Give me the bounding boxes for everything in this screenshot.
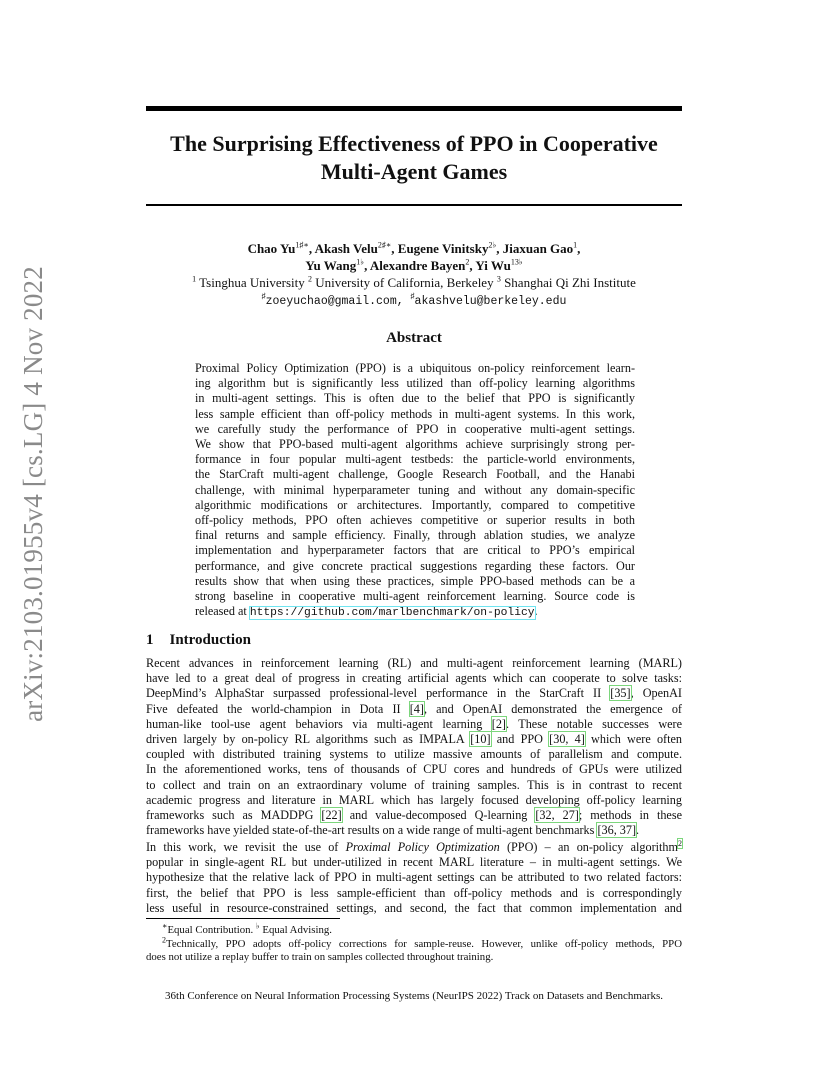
body-line: In this work, we revisit the use of Proximal Policy Optimization (PPO) – an on-policy algorithm$^2$: [146, 838, 683, 854]
abstract-line: the StarCraft multi-agent challenge, Google Research Football, and the Hanabi: [195, 467, 635, 482]
abstract-line: performance, and give concrete practical suggestions regarding these factors. Our: [195, 558, 635, 573]
author-marker: 2: [465, 257, 470, 267]
body-line: to collect and train on an extraordinary volume of training samples. This is in contrast to recent: [146, 777, 682, 792]
abstract-line: algorithmic modifications or architectures. Importantly, compared to competitive: [195, 497, 635, 512]
footnote-2: $^2$Technically, PPO adopts off-policy corrections for sample-reuse. However, unlike off-policy methods, PPO: [162, 934, 682, 950]
intro-paragraph-2: [146, 840, 682, 916]
body-line: have led to a great deal of progress in creating artificial agents which can cooperate to solve tasks:: [146, 671, 682, 686]
author-email[interactable]: zoeyuchao@gmail.com: [265, 295, 397, 308]
author-marker: 1♭: [356, 257, 365, 267]
abstract-line: we carefully study the performance of PPO in cooperative multi-agent settings.: [195, 421, 635, 436]
body-line: Recent advances in reinforcement learning (RL) and multi-agent reinforcement learning (MARL): [146, 656, 682, 670]
author-marker: 1: [573, 240, 578, 250]
author-name: Akash Velu: [314, 241, 378, 256]
abstract-line: released at https://github.com/marlbenchmark/on-policy.: [195, 604, 538, 620]
body-line: driven largely by on-policy RL algorithms such as IMPALA [10] and PPO [30, 4] which were often: [146, 732, 682, 747]
body-line: DeepMind’s AlphaStar surpassed professional-level performance in the StarCraft II [35], OpenAI: [146, 686, 682, 701]
title-line-1: The Surprising Effectiveness of PPO in Cooperative: [170, 131, 658, 156]
body-line: popular in single-agent RL but under-utilized in recent MARL literature – in multi-agent settings. We: [146, 855, 682, 870]
section-heading: [146, 632, 251, 649]
author-name: Jiaxuan Gao: [502, 241, 574, 256]
abstract-line: strong baseline in cooperative multi-agent reinforcement learning. Source code is: [195, 589, 635, 604]
body-line: human-like tool-use agent behaviors via multi-agent learning [2]. These notable successes were: [146, 716, 682, 731]
abstract-line: off-policy methods, PPO often achieves competitive or superior results in both: [195, 513, 635, 528]
author-name: Yi Wu: [475, 258, 511, 273]
footnote-link[interactable]: 2: [678, 838, 683, 848]
author-marker: 2♭: [488, 240, 497, 250]
source-code-link[interactable]: https://github.com/marlbenchmark/on-policy: [249, 607, 535, 620]
citation-link[interactable]: [35]: [610, 686, 631, 701]
body-line: In the aforementioned works, tens of thousands of CPU cores and hundreds of GPUs were utilized: [146, 762, 682, 777]
body-line: less useful in resource-constrained settings, and second, the fact that common implementation and: [146, 900, 682, 915]
abstract-heading: Abstract: [386, 330, 442, 346]
body-line: Five defeated the world-champion in Dota II [4], and OpenAI demonstrated the emergence of: [146, 701, 682, 716]
author-line-2: Yu Wang$^{1♭}$, Alexandre Bayen$^2$, Yi $Wu^{13♭}$: [305, 257, 523, 273]
author-email[interactable]: akashvelu@berkeley.edu: [414, 295, 567, 308]
abstract-line: Proximal Policy Optimization (PPO) is a ubiquitous on-policy reinforcement learn-: [195, 361, 635, 375]
abstract-line: in multi-agent settings. This is often due to the belief that PPO is significantly: [195, 391, 635, 406]
author-name: Alexandre Bayen: [369, 258, 466, 273]
title-rule-top: [146, 106, 682, 111]
affiliation: Shanghai Qi Zhi Institute: [504, 275, 636, 290]
emphasis-term: Proximal Policy Optimization: [345, 840, 500, 854]
footnote-2-cont: does not utilize a replay buffer to train on samples collected throughout training.: [146, 951, 494, 963]
title-rule-bottom: [146, 204, 682, 206]
author-marker: 2♯∗: [377, 240, 392, 250]
author-name: Yu Wang: [305, 258, 357, 273]
conference-note: 36th Conference on Neural Information Processing Systems (NeurIPS 2022) Track on Datasets and Benchmarks.: [165, 990, 663, 1002]
abstract-line: formance in four popular multi-agent testbeds: the particle-world environments,: [195, 452, 635, 467]
abstract-line: challenge, with minimal hyperparameter tuning and without any domain-specific: [195, 482, 635, 497]
author-marker: 13♭: [510, 257, 523, 267]
abstract-line: ing algorithm but is significantly less utilized than off-policy learning algorithms: [195, 376, 635, 391]
author-block: [146, 240, 682, 310]
abstract-line: We show that PPO-based multi-agent algorithms achieve surprisingly strong per-: [195, 437, 635, 452]
abstract-line: less sample efficient than off-policy methods in multi-agent systems. In this work,: [195, 406, 635, 421]
citation-link[interactable]: [4]: [409, 701, 424, 716]
author-line-1: Chao $Yu^{1♯∗}$, Akash Velu$^{2♯∗}$, Eugene Vinitsky$^{2♭}$, Jiaxuan Gao$^1$,: [247, 240, 581, 256]
body-line: coupled with distributed training systems to utilize massive amounts of parallelism and compute.: [146, 747, 682, 762]
citation-link[interactable]: [10]: [470, 732, 491, 747]
body-line: frameworks such as MADDPG [22] and value-decomposed Q-learning [32, 27]; methods in these: [146, 808, 682, 823]
author-marker: 1♯: [295, 240, 304, 250]
citation-link[interactable]: [30, 4]: [549, 732, 585, 747]
affiliation: Tsinghua University: [199, 275, 305, 290]
section-number: 1: [146, 632, 154, 648]
section-title: Introduction: [169, 632, 251, 648]
citation-link[interactable]: [2]: [491, 716, 506, 731]
footnotes: [146, 921, 682, 965]
body-line: frameworks have yielded state-of-the-art results on a wide range of multi-agent benchmarks [36, 37].: [146, 823, 640, 838]
intro-paragraph-1: [146, 656, 682, 838]
affiliation-line: $^1$ Tsinghua University $^2$ University of California, Berkeley $^3$ Shanghai Qi Zhi Institute: [192, 274, 636, 290]
author-marker: ∗: [303, 240, 309, 250]
paper-title: [146, 130, 682, 186]
arxiv-identifier: arXiv:2103.01955v4 [cs.LG] 4 Nov 2022: [18, 266, 48, 722]
affiliation: University of California, Berkeley: [315, 275, 494, 290]
author-name: Chao Yu: [247, 241, 296, 256]
abstract-line: implementation and hyperparameter factors that are critical to PPO’s empirical: [195, 543, 635, 558]
title-line-2: Multi-Agent Games: [320, 159, 508, 184]
citation-link[interactable]: [32, 27]: [535, 808, 579, 823]
citation-link[interactable]: [36, 37]: [597, 823, 637, 838]
body-line: first, the belief that PPO is less sample-efficient than off-policy methods and is correspondingly: [146, 885, 682, 900]
email-line: ♯zoeyuchao@gmail.com, ♯akashvelu@berkeley.edu: [261, 291, 567, 308]
author-name: Eugene Vinitsky: [397, 241, 489, 256]
body-line: hypothesize that the relative lack of PPO in multi-agent settings can be attributed to two related factors:: [146, 870, 682, 885]
footnote-1: ∗Equal Contribution. ♭ Equal Advising.: [162, 921, 332, 936]
body-line: academic progress and literature in MARL which has largely focused developing off-policy learning: [146, 792, 682, 807]
footnote-rule: [146, 918, 340, 919]
abstract-line: final returns and sample efficiency. Finally, through ablation studies, we analyze: [195, 528, 635, 543]
abstract-line: results show that when using these practices, simple PPO-based methods can be a: [195, 573, 635, 588]
citation-link[interactable]: [22]: [321, 808, 342, 823]
abstract-body: [195, 361, 635, 621]
